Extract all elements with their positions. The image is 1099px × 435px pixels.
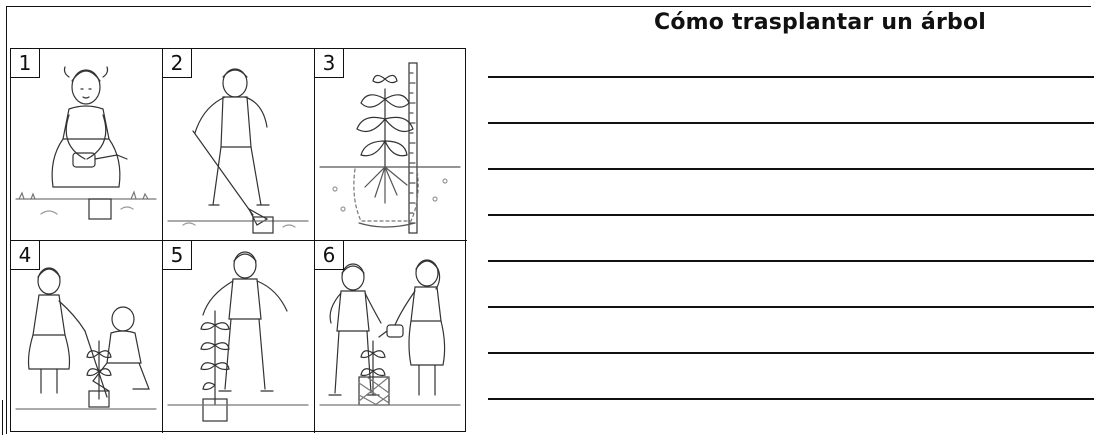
writing-line (488, 306, 1094, 308)
panel-6 (315, 241, 467, 433)
writing-line (488, 398, 1094, 400)
panel-4 (11, 241, 163, 433)
writing-line (488, 122, 1094, 124)
panel-1 (11, 49, 163, 241)
panel-5 (163, 241, 315, 433)
panel-number: 3 (315, 49, 344, 78)
panel-number: 1 (11, 49, 40, 78)
panel-number: 5 (163, 241, 192, 270)
writing-lines (488, 0, 1096, 435)
panel-number: 2 (163, 49, 192, 78)
panel-number: 4 (11, 241, 40, 270)
writing-line (488, 214, 1094, 216)
writing-line (488, 260, 1094, 262)
panel-2 (163, 49, 315, 241)
panel-3 (315, 49, 467, 241)
panel-number: 6 (315, 241, 344, 270)
writing-line (488, 76, 1094, 78)
writing-line (488, 168, 1094, 170)
page-edge (2, 400, 3, 435)
writing-line (488, 352, 1094, 354)
illustration-grid (10, 48, 466, 432)
worksheet-title: Cómo trasplantar un árbol (653, 10, 986, 35)
